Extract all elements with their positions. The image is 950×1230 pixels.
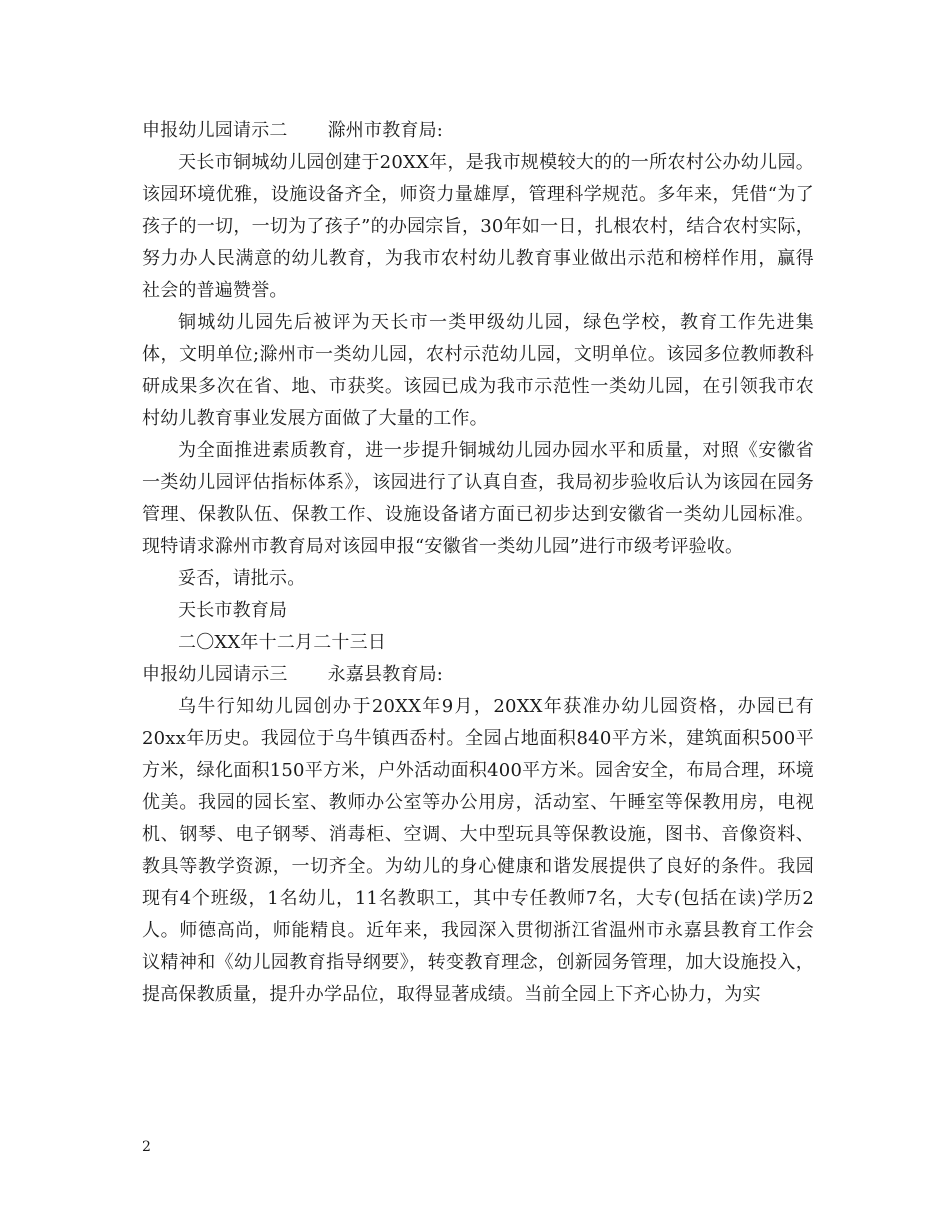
section3-paragraph-1: 乌牛行知幼儿园创办于20XX年9月，20XX年获准办幼儿园资格，办园已有20xx年历史。我园位于乌牛镇西岙村。全园占地面积840平方米，建筑面积500平方米，绿化面积150平方米，户外活动面积400平方米。园舍安全，布局合理，环境优美。我园的园长室、教师办公室等办公用房，活动室、午睡室等保教用房，电视机、钢琴、电子钢琴、消毒柜、空调、大中型玩具等保教设施，图书、音像资料、教具等教学资源，一切齐全。为幼儿的身心健康和谐发展提供了良好的条件。我园现有4个班级，1名幼儿，11名教职工，其中专任教师7名，大专(包括在读)学历2人。师德高尚，师能精良。近年来，我园深入贯彻浙江省温州市永嘉县教育工作会议精神和《幼儿园教育指导纲要》，转变教育理念，创新园务管理，加大设施投入，提高保教质量，提升办学品位，取得显著成绩。当前全园上下齐心协力，为实 [142,696,814,1005]
section2-closing: 妥否，请批示。 [178,568,306,589]
section2-heading [142,115,814,147]
section2-paragraph-1: 天长市铜城幼儿园创建于20XX年，是我市规模较大的的一所农村公办幼儿园。该园环境优雅，设施设备齐全，师资力量雄厚，管理科学规范。多年来，凭借“为了孩子的一切，一切为了孩子”的办园宗旨，30年如一日，扎根农村，结合农村实际，努力办人民满意的幼儿教育，为我市农村幼儿教育事业做出示范和榜样作用，赢得社会的普遍赞誉。 [142,152,814,301]
section2-paragraph-2: 铜城幼儿园先后被评为天长市一类甲级幼儿园，绿色学校，教育工作先进集体，文明单位;滁州市一类幼儿园，农村示范幼儿园，文明单位。该园多位教师教科研成果多次在省、地、市获奖。该园已成为我市示范性一类幼儿园，在引领我市农村幼儿教育事业发展方面做了大量的工作。 [142,312,814,429]
section2-signature: 天长市教育局 [178,600,288,621]
section2-date: 二〇XX年十二月二十三日 [178,632,387,653]
section3-addressee: 永嘉县教育局: [327,664,444,685]
section2-paragraph-3: 为全面推进素质教育，进一步提升铜城幼儿园办园水平和质量，对照《安徽省一类幼儿园评估指标体系》，该园进行了认真自查，我局初步验收后认为该园在园务管理、保教队伍、保教工作、设施设备诸方面已初步达到安徽省一类幼儿园标准。现特请求滁州市教育局对该园申报“安徽省一类幼儿园”进行市级考评验收。 [142,440,814,557]
page-number: 2 [142,1139,151,1155]
section3-title: 申报幼儿园请示三 [142,664,288,685]
section2-addressee: 滁州市教育局: [327,120,444,141]
section2-title: 申报幼儿园请示二 [142,120,288,141]
document-body [142,115,814,1011]
section3-heading [142,659,814,691]
